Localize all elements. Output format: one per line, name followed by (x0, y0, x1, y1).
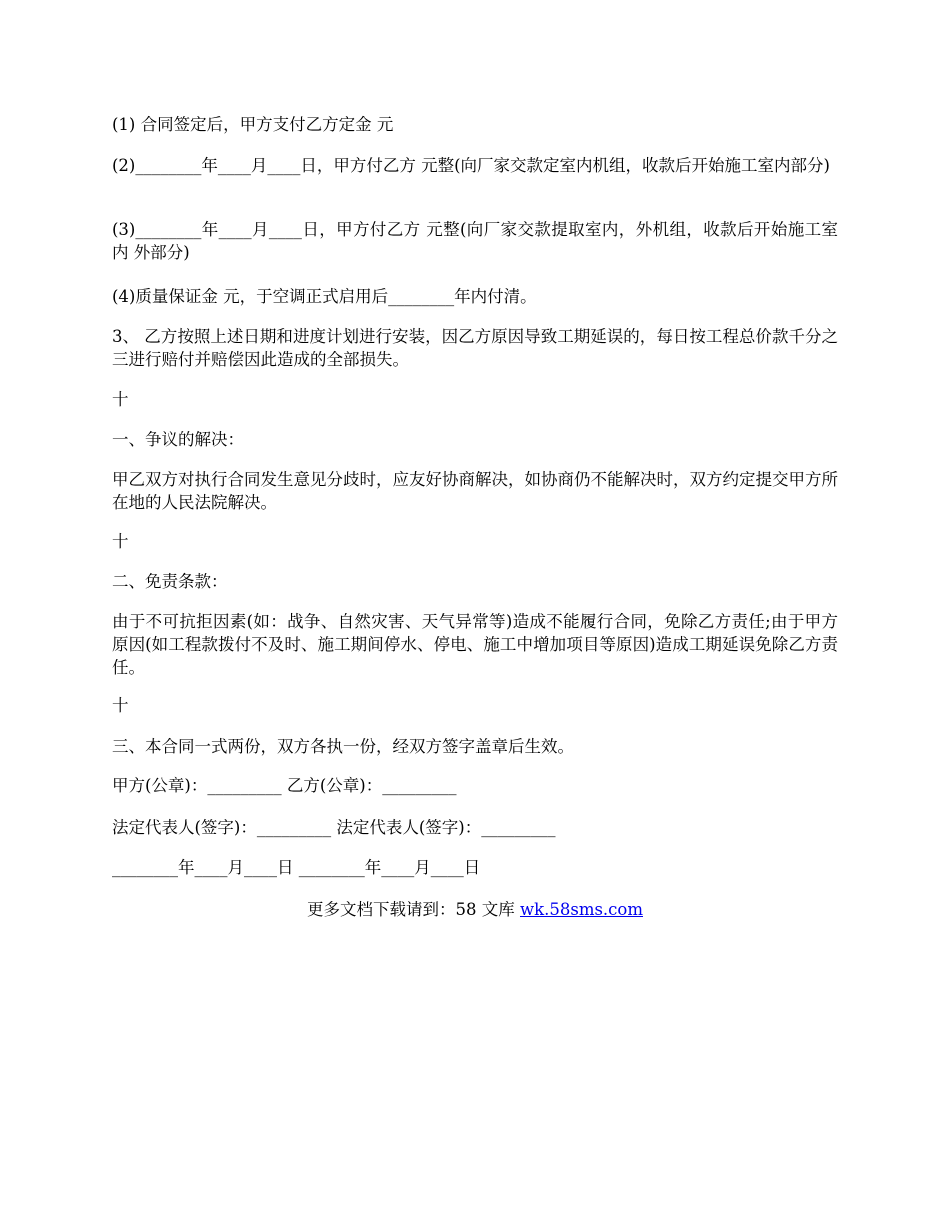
footer-text: 更多文档下载请到：58 文库 (306, 900, 520, 919)
download-footer (0, 898, 950, 921)
clause-payment-second: (2)________年____月____日，甲方付乙方 元整(向厂家交款定室内机组，收款后开始施工室内部分) (112, 156, 830, 175)
clause-dispute-resolution: 甲乙双方对执行合同发生意见分歧时，应友好协商解决，如协商仍不能解决时，双方约定提交甲方所在地的人民法院解决。 (112, 470, 838, 512)
clause-exemption: 由于不可抗拒因素(如：战争、自然灾害、天气异常等)造成不能履行合同，免除乙方责任;由于甲方原因(如工程款拨付不及时、施工期间停水、停电、施工中增加项目等原因)造成工期延误免除乙方责任。 (112, 612, 838, 677)
clause-payment-third: (3)________年____月____日，甲方付乙方 元整(向厂家交款提取室内，外机组，收款后开始施工室内 外部分) (112, 220, 838, 262)
section-marker: 十 (112, 390, 129, 409)
signature-dates: ________年____月____日 ________年____月____日 (112, 858, 481, 877)
signature-representatives: 法定代表人(签字)：_________ 法定代表人(签字)：_________ (112, 818, 556, 837)
section-marker: 十 (112, 532, 129, 551)
footer-link[interactable]: wk.58sms.com (519, 900, 643, 919)
section-marker: 十 (112, 696, 129, 715)
signature-seals: 甲方(公章)：_________ 乙方(公章)：_________ (112, 776, 457, 795)
clause-copies-effective: 三、本合同一式两份，双方各执一份，经双方签字盖章后生效。 (112, 737, 574, 756)
heading-exemption: 二、免责条款： (112, 572, 228, 591)
clause-delay-penalty: 3、 乙方按照上述日期和进度计划进行安装，因乙方原因导致工期延误的，每日按工程总价款千分之三进行赔付并赔偿因此造成的全部损失。 (112, 327, 838, 369)
clause-payment-deposit: (1) 合同签定后，甲方支付乙方定金 元 (112, 115, 394, 134)
clause-quality-deposit: (4)质量保证金 元，于空调正式启用后________年内付清。 (112, 287, 537, 306)
heading-dispute-resolution: 一、争议的解决： (112, 430, 244, 449)
